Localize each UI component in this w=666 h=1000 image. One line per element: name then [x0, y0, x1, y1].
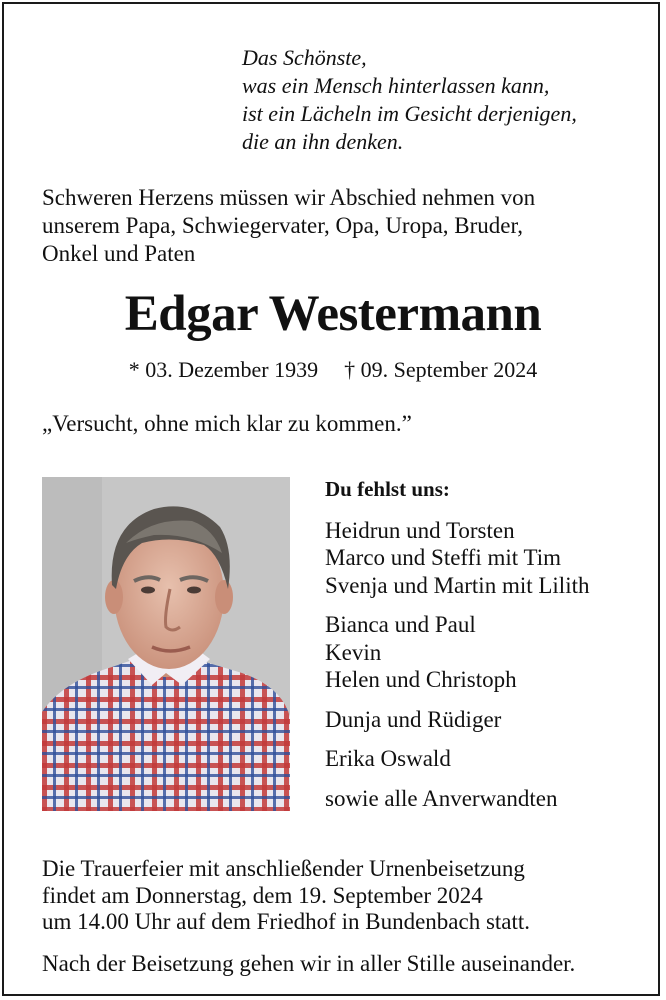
- quote: „Versucht, ohne mich klar zu kommen.”: [42, 411, 412, 436]
- poem-line: was ein Mensch hinterlassen kann,: [242, 73, 550, 98]
- ceremony-info: [42, 856, 530, 936]
- poem: [242, 44, 577, 156]
- family-group: [325, 785, 589, 813]
- family-member: Heidrun und Torsten: [325, 517, 515, 543]
- family-group: [325, 706, 589, 734]
- family-member: Kevin: [325, 639, 382, 665]
- death-date: † 09. September 2024: [344, 357, 538, 382]
- deceased-name: Edgar Westermann: [124, 286, 542, 342]
- intro-line: unserem Papa, Schwiegervater, Opa, Uropa, Bruder,: [42, 213, 523, 238]
- ceremony-line: Die Trauerfeier mit anschließender Urnenbeisetzung: [42, 856, 525, 881]
- family-group: [325, 745, 589, 773]
- poem-line: Das Schönste,: [242, 45, 367, 70]
- portrait-photo: [42, 477, 290, 811]
- intro-line: Onkel und Paten: [42, 241, 196, 266]
- poem-line: ist ein Lächeln im Gesicht derjenigen,: [242, 101, 577, 126]
- ceremony-line: um 14.00 Uhr auf dem Friedhof in Bundenbach statt.: [42, 909, 531, 934]
- life-dates: [0, 356, 666, 384]
- family-group: [325, 517, 589, 600]
- closing-note: Nach der Beisetzung gehen wir in aller Stille auseinander.: [42, 951, 576, 976]
- family-member: sowie alle Anverwandten: [325, 785, 558, 811]
- family-member: Marco und Steffi mit Tim: [325, 545, 561, 570]
- ceremony-line: findet am Donnerstag, dem 19. September 2024: [42, 882, 483, 908]
- poem-line: die an ihn denken.: [242, 129, 404, 154]
- family-member: Helen und Christoph: [325, 667, 517, 692]
- birth-date: * 03. Dezember 1939: [128, 357, 319, 382]
- intro-line: Schweren Herzens müssen wir Abschied nehmen von: [42, 185, 536, 210]
- family-member: Bianca und Paul: [325, 612, 476, 637]
- family-group: [325, 611, 589, 694]
- family-list: [325, 476, 589, 824]
- family-heading: Du fehlst uns:: [325, 477, 450, 501]
- family-member: Erika Oswald: [325, 746, 451, 771]
- family-member: Dunja und Rüdiger: [325, 706, 502, 732]
- family-member: Svenja und Martin mit Lilith: [325, 572, 590, 598]
- intro-text: [42, 184, 535, 268]
